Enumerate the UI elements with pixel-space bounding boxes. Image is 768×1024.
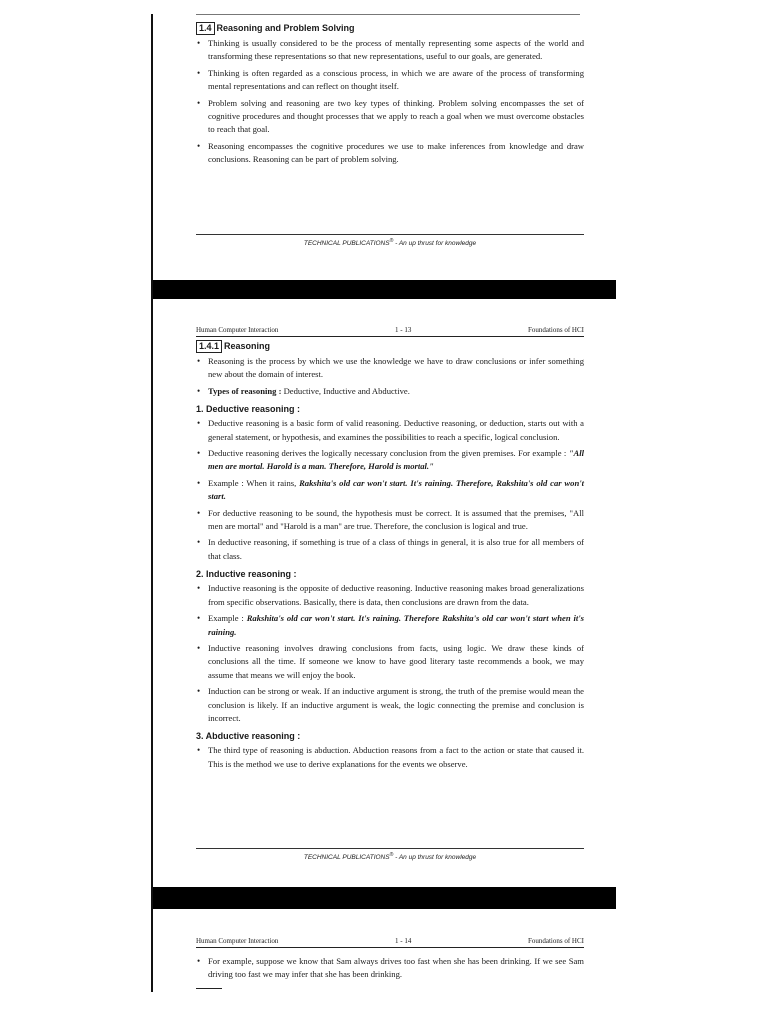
page-break-bar xyxy=(153,280,616,299)
list-item: • Deductive reasoning is a basic form of valid reasoning. Deductive reasoning, or deduction, starts out with a general statement, or hypothesis, and examines the possibilities to reach a specific, logical conclusion. xyxy=(197,418,584,442)
list-item: • Example : When it rains, Rakshita's old car won't start. It's raining. Therefore, Rakshita's old car won't start. xyxy=(197,477,584,502)
page-break-bar xyxy=(153,887,616,909)
bullet-list xyxy=(196,744,584,771)
footer-brand: TECHNICAL PUBLICATIONS® - An up thrust for knowledge xyxy=(303,852,477,862)
section-1-4 xyxy=(196,21,584,170)
list-item: • In deductive reasoning, if something is true of a class of things in general, it is also true for all members of that class. xyxy=(197,537,584,561)
bullet-list xyxy=(196,582,584,725)
page-footer xyxy=(196,848,584,861)
list-item: • Reasoning encompasses the cognitive procedures we use to make inferences from knowledge and draw conclusions. Reasoning can be part of problem solving. xyxy=(197,140,584,165)
running-header xyxy=(196,326,584,337)
list-item: • Thinking is often regarded as a conscious process, in which we are aware of the process of transforming mental representations and can reflect on thought itself. xyxy=(197,67,584,92)
section-title: Reasoning xyxy=(224,341,271,351)
header-right: Foundations of HCI xyxy=(527,937,584,945)
header-left: Human Computer Interaction xyxy=(196,326,279,334)
bullet-list xyxy=(196,355,584,398)
list-item: • Problem solving and reasoning are two key types of thinking. Problem solving encompasses the set of cognitive procedures and thought processes that we apply to reach a goal when we must overcome obstacles to reach that goal. xyxy=(197,97,584,135)
header-right: Foundations of HCI xyxy=(527,326,584,334)
section-heading xyxy=(196,339,584,353)
header-left: Human Computer Interaction xyxy=(196,937,279,945)
top-rule xyxy=(196,14,580,15)
list-item: • Reasoning is the process by which we use the knowledge we have to draw conclusions or infer something new about the domain of interest. xyxy=(197,356,584,380)
bullet-list xyxy=(196,417,584,563)
page-edge-line xyxy=(151,14,153,992)
section-heading xyxy=(196,21,584,35)
abductive-heading: 3. Abductive reasoning : xyxy=(196,731,301,742)
section-title: Reasoning and Problem Solving xyxy=(216,23,355,33)
deductive-heading: 1. Deductive reasoning : xyxy=(196,404,301,415)
list-item: • Induction can be strong or weak. If an inductive argument is strong, the truth of the premise would mean the conclusion is likely. If an inductive argument is weak, the logic connecting the premise and conclusion is incorrect. xyxy=(197,686,584,723)
list-item: • For deductive reasoning to be sound, the hypothesis must be correct. It is assumed that the premises, "All men are mortal" and "Harold is a man" are true. Therefore, the conclusion is logical and true. xyxy=(197,507,584,532)
page-number: 1 - 14 xyxy=(395,937,412,945)
list-item: • Inductive reasoning is the opposite of deductive reasoning. Inductive reasoning makes broad generalizations from specific observations. Basically, there is data, then conclusions are drawn from the data. xyxy=(197,583,584,607)
section-number: 1.4.1 xyxy=(196,340,222,353)
list-item: • The third type of reasoning is abduction. Abduction reasons from a fact to the action or state that caused it. This is the method we use to derive explanations for the events we observe. xyxy=(197,745,584,769)
running-header xyxy=(196,937,584,948)
inductive-heading: 2. Inductive reasoning : xyxy=(196,569,297,580)
footer-brand: TECHNICAL PUBLICATIONS® - An up thrust for knowledge xyxy=(303,238,477,248)
bullet-list xyxy=(196,37,584,167)
list-item: • Inductive reasoning involves drawing conclusions from facts, using logic. We draw these kinds of conclusions all the time. If someone we know to have good literary taste recommends a book, we may assume that means we will enjoy the book. xyxy=(197,642,584,680)
list-item: • For example, suppose we know that Sam always drives too fast when she has been drinking. If we see Sam driving too fast we may infer that she has been drinking. xyxy=(197,956,584,980)
section-1-4-1 xyxy=(196,339,584,774)
page-number: 1 - 13 xyxy=(395,326,412,334)
list-item: • Deductive reasoning derives the logically necessary conclusion from the given premises. For example : "All men are mortal. Harold is a man. Therefore, Harold is mortal." xyxy=(197,448,584,472)
list-item: • Types of reasoning : Deductive, Inductive and Abductive. xyxy=(197,385,410,396)
page-footer xyxy=(196,234,584,247)
section-number: 1.4 xyxy=(196,22,215,35)
page3-content xyxy=(196,953,584,985)
list-item: • Example : Rakshita's old car won't start. It's raining. Therefore Rakshita's old car won't start when it's raining. xyxy=(197,613,584,637)
short-rule xyxy=(196,988,222,989)
list-item: • Thinking is usually considered to be the process of mentally representing some aspects of the world and transforming these representations so that new representations, useful to our goals, are generated. xyxy=(197,38,584,62)
bullet-list xyxy=(196,955,584,982)
